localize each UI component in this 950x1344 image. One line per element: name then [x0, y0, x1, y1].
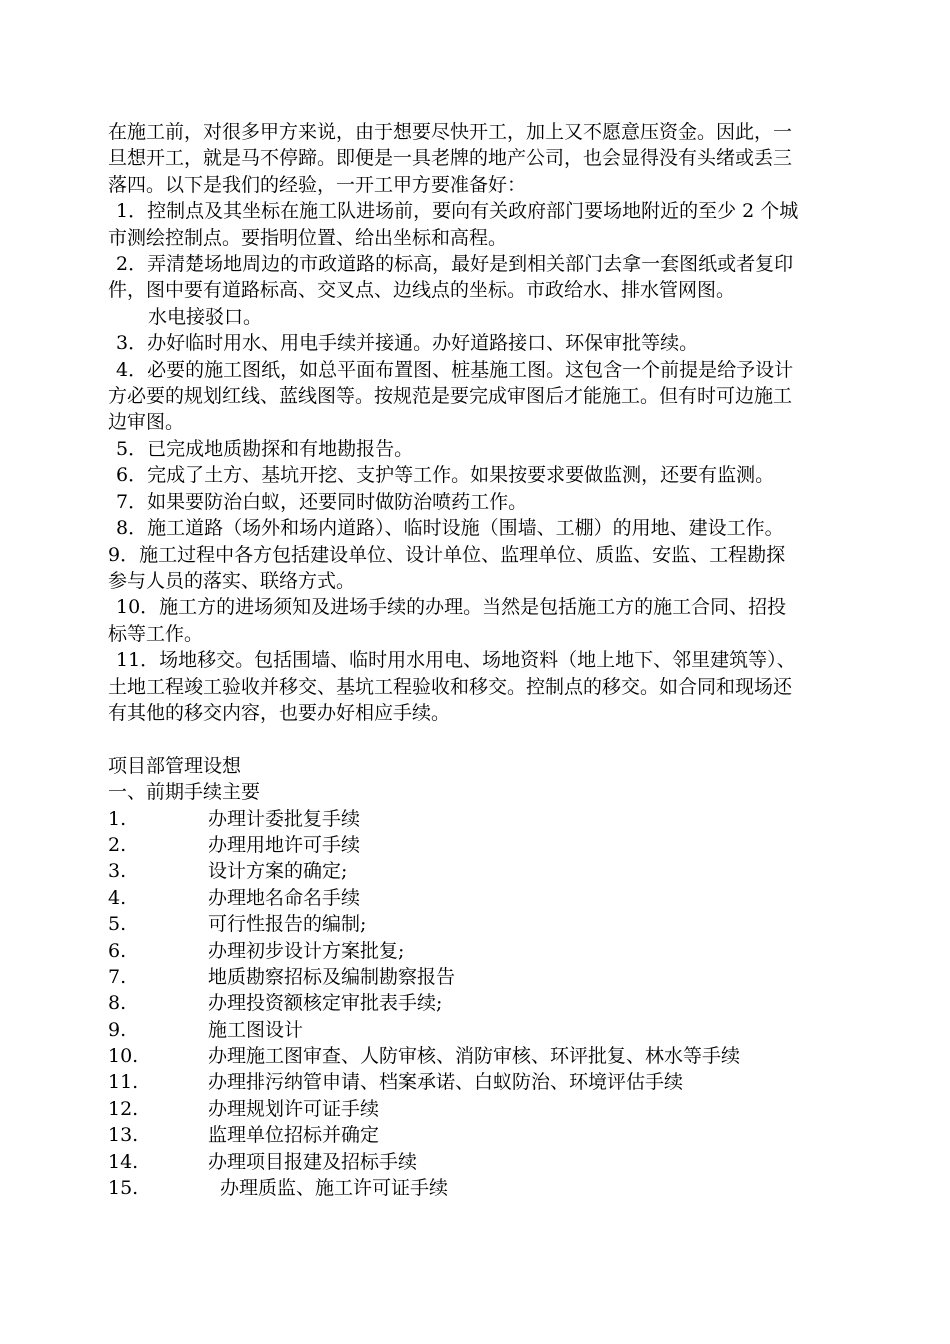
procedure-item: [108, 1175, 843, 1201]
step-8-line: 8．施工道路（场外和场内道路）、临时设施（围墙、工棚）的用地、建设工作。: [116, 517, 784, 540]
step-4-line: 4．必要的施工图纸，如总平面布置图、桩基施工图。这包含一个前提是给予设计: [116, 358, 794, 381]
subsection-title: 一、前期手续主要: [108, 781, 261, 804]
procedure-number: 3.: [108, 860, 127, 883]
step-10-line: 标等工作。: [108, 622, 204, 645]
step-10-line: 10．施工方的进场须知及进场手续的办理。当然是包括施工方的施工合同、招投: [116, 596, 787, 619]
procedure-text: 办理排污纳管申请、档案承诺、白蚁防治、环境评估手续: [208, 1071, 684, 1094]
step-2-extra-line: 水电接驳口。: [148, 305, 263, 328]
procedure-text: 地质勘察招标及编制勘察报告: [208, 965, 456, 988]
procedure-text: 办理地名命名手续: [208, 886, 361, 909]
intro-line: 旦想开工，就是马不停蹄。即便是一具老牌的地产公司，也会显得没有头绪或丢三: [108, 147, 793, 170]
procedure-item: [108, 885, 843, 911]
procedure-item: [108, 832, 843, 858]
step-2-line: 2．弄清楚场地周边的市政道路的标高，最好是到相关部门去拿一套图纸或者复印: [116, 253, 794, 276]
procedure-number: 14.: [108, 1150, 139, 1173]
procedure-item: [108, 1122, 843, 1148]
procedure-item: [108, 990, 843, 1016]
intro-line: 在施工前，对很多甲方来说，由于想要尽快开工，加上又不愿意压资金。因此，一: [108, 121, 793, 143]
procedure-item: [108, 806, 843, 832]
procedure-number: 1.: [108, 807, 127, 830]
paragraph-gap: [108, 726, 843, 752]
procedure-number: 5.: [108, 913, 127, 936]
procedure-item: [108, 1043, 843, 1069]
section-title: 项目部管理设想: [108, 754, 242, 777]
procedure-number: 2.: [108, 833, 127, 856]
procedure-item: [108, 1069, 843, 1095]
procedure-text: 监理单位招标并确定: [208, 1124, 380, 1147]
step-5-line: 5．已完成地质勘探和有地勘报告。: [116, 437, 414, 460]
step-11-line: 土地工程竣工验收并移交、基坑工程验收和移交。控制点的移交。如合同和现场还: [108, 675, 793, 698]
step-3-line: 3．办好临时用水、用电手续并接通。办好道路接口、环保审批等续。: [116, 332, 699, 355]
procedure-text: 可行性报告的编制;: [208, 913, 367, 936]
procedure-number: 6.: [108, 939, 127, 962]
procedure-number: 12.: [108, 1097, 139, 1120]
step-11-line: 11．场地移交。包括围墙、临时用水用电、场地资料（地上地下、邻里建筑等）、: [116, 649, 796, 672]
procedure-text: 办理质监、施工许可证手续: [220, 1177, 449, 1200]
procedure-text: 办理规划许可证手续: [208, 1097, 380, 1120]
procedure-text: 设计方案的确定;: [208, 860, 348, 883]
procedure-text: 办理计委批复手续: [208, 807, 361, 830]
procedure-number: 10.: [108, 1045, 139, 1068]
procedure-number: 13.: [108, 1124, 139, 1147]
procedure-item: [108, 858, 843, 884]
intro-line: 落四。以下是我们的经验，一开工甲方要准备好：: [108, 173, 527, 196]
procedure-item: [108, 1096, 843, 1122]
procedure-number: 8.: [108, 992, 127, 1015]
step-1-line: 1．控制点及其坐标在施工队进场前，要向有关政府部门要场地附近的至少 2 个城: [116, 200, 799, 223]
step-9-line: 参与人员的落实、联络方式。: [108, 569, 356, 592]
step-6-line: 6．完成了土方、基坑开挖、支护等工作。如果按要求要做监测，还要有监测。: [116, 464, 775, 487]
procedure-text: 办理投资额核定审批表手续;: [208, 992, 443, 1015]
document-body: [108, 119, 843, 1201]
step-4-line: 方必要的规划红线、蓝线图等。按规范是要完成审图后才能施工。但有时可边施工: [108, 385, 793, 408]
procedure-text: 办理项目报建及招标手续: [208, 1150, 418, 1173]
procedure-text: 办理初步设计方案批复;: [208, 939, 405, 962]
procedure-number: 4.: [108, 886, 127, 909]
step-9-line: 9．施工过程中各方包括建设单位、设计单位、监理单位、质监、安监、工程勘探: [108, 543, 786, 566]
step-11-line: 有其他的移交内容，也要办好相应手续。: [108, 701, 451, 724]
procedure-number: 9.: [108, 1018, 127, 1041]
procedure-number: 7.: [108, 965, 127, 988]
procedure-item: [108, 1149, 843, 1175]
procedure-item: [108, 911, 843, 937]
step-7-line: 7．如果要防治白蚁，还要同时做防治喷药工作。: [116, 490, 528, 513]
step-4-line: 边审图。: [108, 411, 185, 434]
procedure-item: [108, 964, 843, 990]
procedure-number: 15.: [108, 1177, 139, 1200]
procedure-text: 施工图设计: [208, 1018, 304, 1041]
step-2-line: 件，图中要有道路标高、交叉点、边线点的坐标。市政给水、排水管网图。: [108, 279, 736, 302]
procedure-number: 11.: [108, 1071, 139, 1094]
step-1-line: 市测绘控制点。要指明位置、给出坐标和高程。: [108, 226, 508, 249]
procedure-item: [108, 1017, 843, 1043]
procedure-item: [108, 938, 843, 964]
procedure-text: 办理用地许可手续: [208, 833, 361, 856]
procedure-text: 办理施工图审查、人防审核、消防审核、环评批复、林水等手续: [208, 1045, 741, 1068]
